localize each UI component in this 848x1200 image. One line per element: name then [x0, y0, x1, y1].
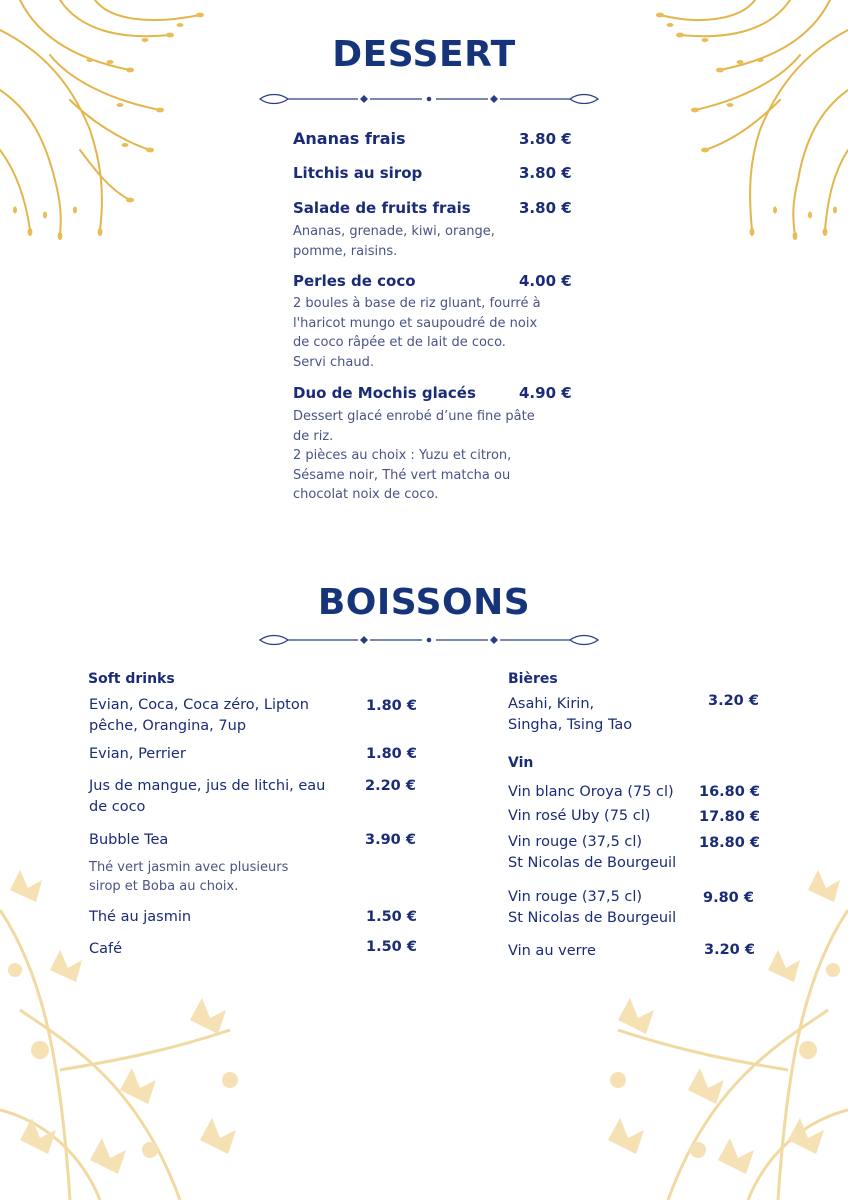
dessert-item-desc: 2 pièces au choix : Yuzu et citron, — [293, 448, 512, 463]
drink-name: Thé au jasmin — [89, 909, 192, 925]
dessert-item-desc: de coco râpée et de lait de coco. — [293, 335, 506, 350]
dessert-item-desc: pomme, raisins. — [293, 243, 398, 259]
dessert-item-name: Perles de coco — [293, 272, 416, 290]
drink-name: Bubble Tea — [89, 832, 169, 848]
dessert-item-desc: 2 boules à base de riz gluant, fourré à — [293, 296, 541, 311]
dessert-item-price: 4.90 € — [519, 384, 572, 402]
drink-name: Evian, Perrier — [89, 746, 186, 762]
drink-name: de coco — [89, 799, 146, 815]
drink-price: 18.80 € — [699, 835, 761, 851]
cream-lotus-icon — [0, 850, 280, 1200]
dessert-item-price: 4.00 € — [519, 272, 572, 290]
drink-name: Vin rouge (37,5 cl) — [508, 889, 643, 905]
dessert-item-price: 3.80 € — [519, 130, 572, 148]
drink-price: 2.20 € — [365, 778, 416, 794]
drink-name: St Nicolas de Bourgeuil — [508, 855, 677, 871]
dessert-item-name: Duo de Mochis glacés — [293, 384, 476, 402]
dessert-item-desc: l'haricot mungo et saupoudré de noix — [293, 315, 538, 331]
drink-price: 16.80 € — [699, 784, 761, 800]
drink-desc: Thé vert jasmin avec plusieurs — [89, 860, 289, 875]
drink-price: 1.80 € — [366, 698, 417, 714]
drink-name: Vin blanc Oroya (75 cl) — [508, 784, 674, 800]
drink-name: Café — [89, 941, 123, 957]
dessert-item-desc: Ananas, grenade, kiwi, orange, — [293, 224, 495, 239]
drink-name: Vin au verre — [508, 943, 596, 959]
drink-price: 17.80 € — [699, 809, 761, 825]
drink-price: 1.50 € — [366, 939, 417, 955]
dessert-item-name: Salade de fruits frais — [293, 199, 471, 217]
drink-price: 1.50 € — [366, 909, 417, 925]
dessert-item-desc: de riz. — [293, 428, 334, 444]
drink-price: 3.90 € — [365, 832, 416, 848]
drink-name: Vin rosé Uby (75 cl) — [508, 808, 651, 824]
boissons-title: BOISSONS — [317, 582, 531, 623]
dessert-item-desc: Dessert glacé enrobé d’une fine pâte — [293, 409, 535, 424]
dessert-item-price: 3.80 € — [519, 199, 572, 217]
drink-name: St Nicolas de Bourgeuil — [508, 910, 677, 926]
drink-price: 9.80 € — [703, 890, 754, 906]
drink-name: Asahi, Kirin, — [508, 696, 595, 712]
ornament-divider-icon — [258, 633, 600, 647]
vin-heading: Vin — [508, 755, 534, 771]
drink-name: Jus de mangue, jus de litchi, eau — [89, 778, 326, 794]
dessert-item-desc: chocolat noix de coco. — [293, 487, 439, 502]
dessert-title: DESSERT — [332, 34, 516, 75]
drink-desc: sirop et Boba au choix. — [89, 879, 239, 894]
dessert-item-desc: Sésame noir, Thé vert matcha ou — [293, 467, 511, 483]
soft-drinks-heading: Soft drinks — [88, 671, 175, 687]
ornament-divider-icon — [258, 92, 600, 106]
dessert-item-price: 3.80 € — [519, 164, 572, 182]
drink-name: Vin rouge (37,5 cl) — [508, 834, 643, 850]
drink-name: pêche, Orangina, 7up — [89, 718, 247, 734]
dessert-item-name: Litchis au sirop — [293, 164, 423, 182]
drink-name: Singha, Tsing Tao — [508, 717, 633, 733]
dessert-item-name: Ananas frais — [293, 129, 406, 148]
drink-price: 3.20 € — [704, 942, 755, 958]
dessert-item-desc: Servi chaud. — [293, 354, 375, 370]
drink-price: 1.80 € — [366, 746, 417, 762]
drink-price: 3.20 € — [708, 693, 759, 709]
drink-name: Evian, Coca, Coca zéro, Lipton — [89, 697, 309, 713]
bieres-heading: Bières — [508, 671, 558, 687]
